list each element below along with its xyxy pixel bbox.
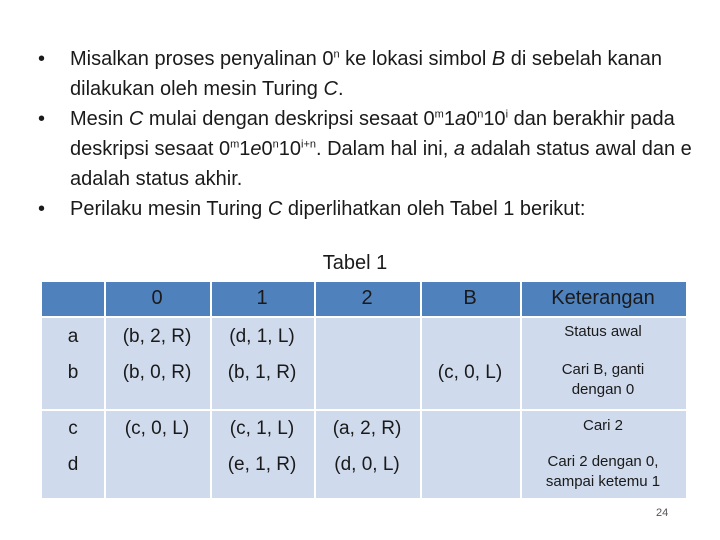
text-run: di sebelah kanan dilakukan oleh mesin Turing <box>70 48 663 100</box>
text-run: ke lokasi simbol <box>339 48 492 70</box>
bullet-dot: • <box>38 48 46 70</box>
note-cell: Cari 2 <box>582 417 623 434</box>
text-run: Perilaku mesin Turing <box>70 198 268 220</box>
note-line: Cari B, ganti <box>561 361 645 378</box>
italic-var: e <box>250 138 262 160</box>
header-col-0: 0 <box>151 287 163 309</box>
text-run: . <box>337 78 344 100</box>
state-cell: d <box>67 454 79 475</box>
column-separator <box>104 282 106 498</box>
note-cell <box>520 452 686 492</box>
state-cell: a <box>67 326 79 347</box>
bullet-dot: • <box>38 108 46 130</box>
transition-table <box>42 282 686 498</box>
bullet-item-3 <box>38 194 698 224</box>
text-run: 1 <box>239 138 251 160</box>
text-run: 10 <box>483 108 506 130</box>
transition-cell: (d, 0, L) <box>334 454 400 475</box>
bullet-item-1 <box>38 44 698 104</box>
superscript: m <box>230 138 240 151</box>
transition-cell: (c, 1, L) <box>229 418 295 439</box>
text-run: 10 <box>278 138 301 160</box>
italic-var: a <box>453 138 465 160</box>
header-col-b: B <box>463 287 477 309</box>
transition-cell: (c, 0, L) <box>124 418 190 439</box>
transition-cell: (b, 0, R) <box>122 362 192 383</box>
text-run: dan berakhir pada deskripsi sesaat 0 <box>70 108 675 160</box>
row-separator <box>42 409 686 411</box>
state-cell: c <box>68 418 78 439</box>
transition-cell: (b, 1, R) <box>227 362 297 383</box>
column-separator <box>420 282 422 498</box>
table-caption: Tabel 1 <box>322 252 388 274</box>
text-run: 0 <box>261 138 273 160</box>
superscript: n <box>272 138 279 151</box>
text-run: 1 <box>443 108 455 130</box>
text-run: diperlihatkan oleh Tabel 1 berikut: <box>282 198 586 220</box>
bullet-list <box>38 44 698 224</box>
transition-cell: (a, 2, R) <box>332 418 402 439</box>
italic-var: B <box>491 48 506 70</box>
text-run: . Dalam hal ini, <box>316 138 454 160</box>
superscript: i <box>505 108 509 121</box>
superscript: m <box>434 108 444 121</box>
text-run: 0 <box>466 108 478 130</box>
header-col-2: 2 <box>361 287 373 309</box>
note-line: sampai ketemu 1 <box>545 473 661 490</box>
italic-var: C <box>267 198 283 220</box>
state-cell: b <box>67 362 79 383</box>
text-run: mulai dengan deskripsi sesaat 0 <box>143 108 435 130</box>
note-cell <box>520 360 686 400</box>
transition-cell: (d, 1, L) <box>229 326 295 347</box>
text-run: Mesin <box>70 108 129 130</box>
header-col-1: 1 <box>256 287 268 309</box>
superscript: n <box>333 48 340 61</box>
transition-cell: (b, 2, R) <box>122 326 192 347</box>
superscript: n <box>477 108 484 121</box>
bullet-dot: • <box>38 198 46 220</box>
italic-var: C <box>128 108 144 130</box>
text-run: Misalkan proses penyalinan 0 <box>70 48 334 70</box>
row-separator <box>42 316 686 318</box>
transition-cell: (e, 1, R) <box>227 454 297 475</box>
note-line: dengan 0 <box>571 381 635 398</box>
page-number: 24 <box>656 507 669 519</box>
superscript: i+n <box>301 138 316 151</box>
italic-var: a <box>454 108 467 130</box>
note-cell: Status awal <box>564 323 642 340</box>
italic-var: C <box>323 78 338 100</box>
bullet-item-2 <box>38 104 698 194</box>
note-line: Cari 2 dengan 0, <box>547 453 659 470</box>
transition-cell: (c, 0, L) <box>437 362 503 383</box>
header-col-keterangan: Keterangan <box>551 287 655 309</box>
text-run: adalah status awal dan e adalah status akhir. <box>70 138 692 190</box>
